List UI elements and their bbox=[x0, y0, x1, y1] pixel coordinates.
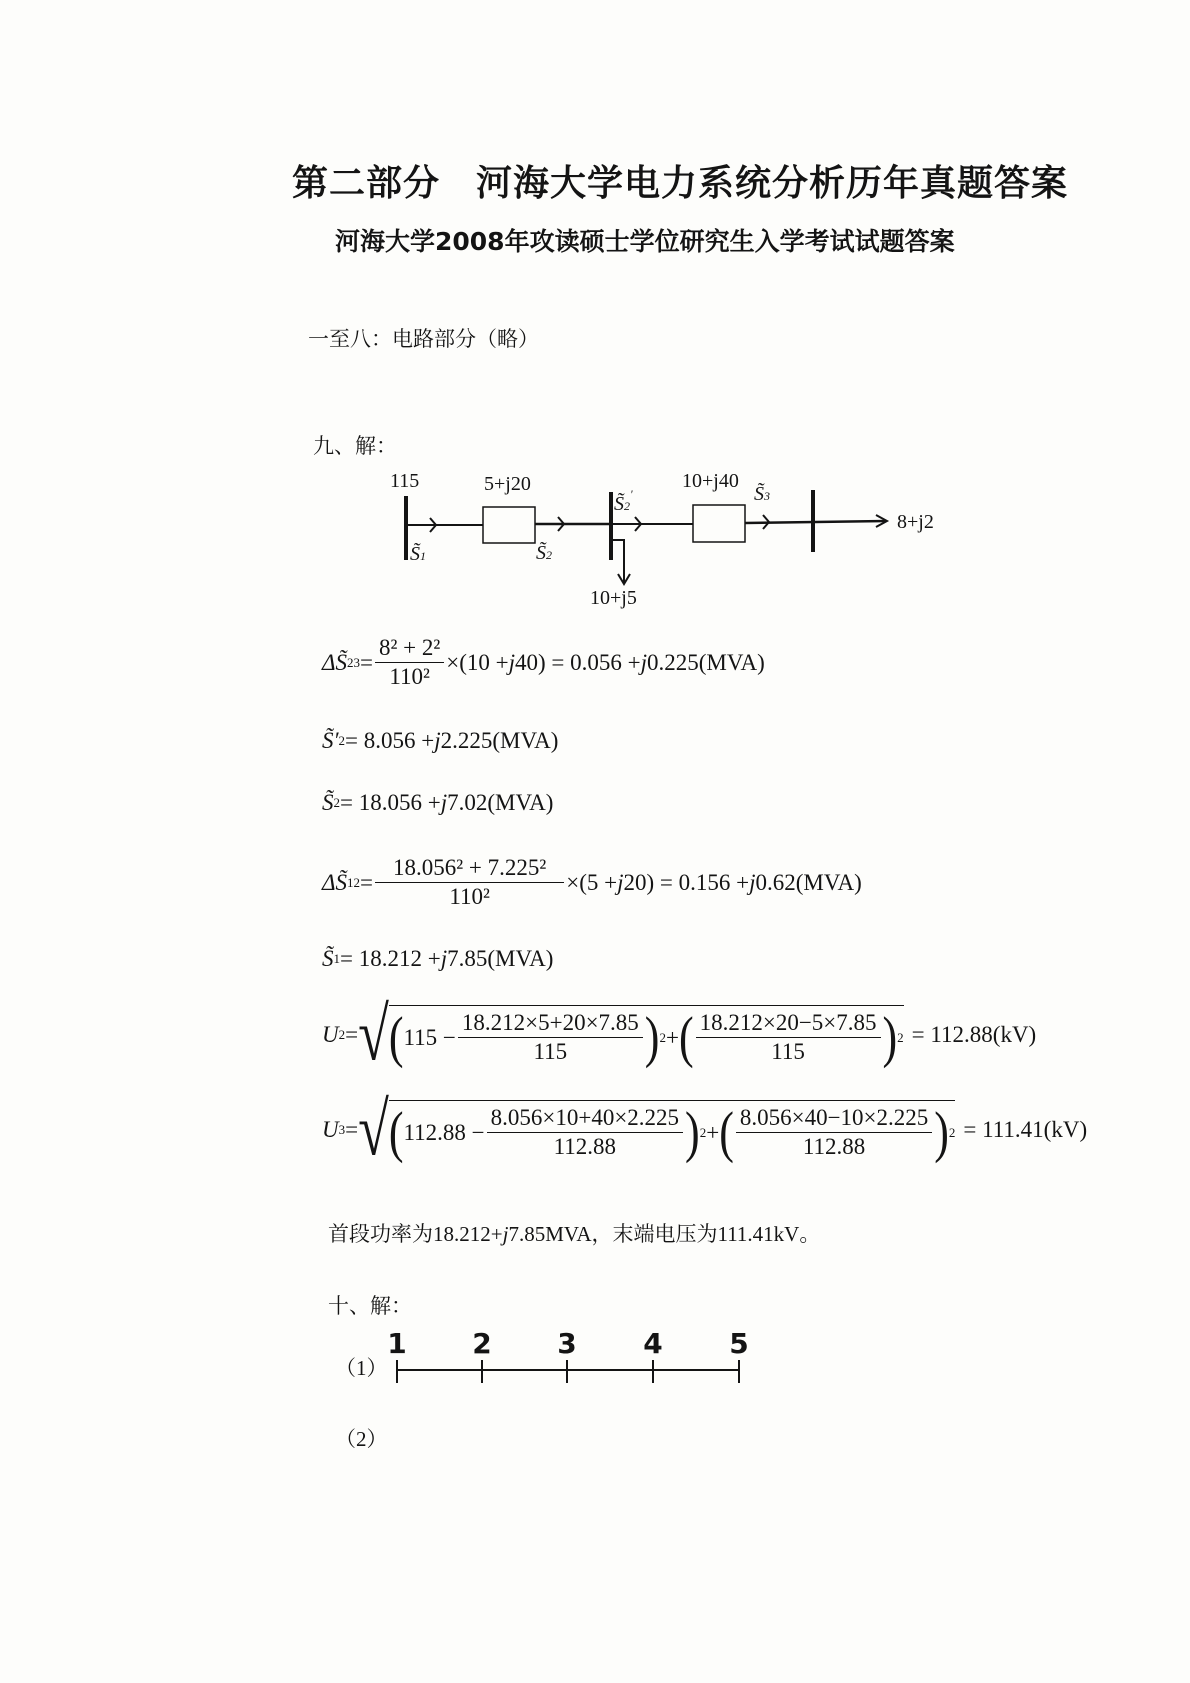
lhs: ΔS̃ bbox=[322, 869, 347, 895]
equation-u3 bbox=[322, 1088, 1088, 1172]
s3-label: S̃3 bbox=[754, 483, 770, 505]
fraction bbox=[458, 1010, 643, 1065]
equation-delta-s23 bbox=[322, 635, 765, 690]
denominator: 112.88 bbox=[553, 1134, 617, 1159]
node-2: 2 bbox=[472, 1327, 492, 1360]
lhs: U bbox=[322, 1022, 339, 1047]
s2-prime-label: S̃2' bbox=[614, 487, 633, 515]
term: 20) = 0.156 + bbox=[623, 869, 750, 895]
bus1-voltage: 115 bbox=[390, 470, 420, 492]
exponent: 2 bbox=[897, 1029, 904, 1045]
exponent: 2 bbox=[659, 1029, 666, 1045]
q10-part2-label: （2） bbox=[335, 1427, 388, 1451]
j: j bbox=[440, 790, 448, 815]
denominator: 110² bbox=[449, 884, 490, 909]
lhs-sub: 1 bbox=[333, 951, 340, 966]
square-root: √ ( 112.88 − $\frac{8.056\times 10+40\times 2.225}{112.88}$ ) 2 + ( $\frac{8.056\times 40-10\times 2.225}{112.88}$ ) 2 bbox=[358, 1088, 956, 1172]
lhs-sub: 3 bbox=[338, 1122, 346, 1137]
z12-label: 5+j20 bbox=[484, 473, 531, 495]
q9-conclusion bbox=[328, 1218, 820, 1248]
denominator: 112.88 bbox=[802, 1134, 866, 1159]
lhs: S̃ bbox=[322, 946, 334, 971]
lhs-sub: 12 bbox=[347, 874, 360, 890]
term: 40) = 0.056 + bbox=[515, 649, 641, 675]
equation-s2-prime bbox=[322, 728, 558, 754]
exponent: 2 bbox=[699, 1124, 707, 1140]
page-title bbox=[292, 155, 1068, 206]
title-text: 河海大学电力系统分析历年真题答案 bbox=[476, 163, 1069, 204]
result: 0.225(MVA) bbox=[647, 649, 765, 675]
q9-label: 九、解： bbox=[313, 434, 397, 458]
lhs: ΔS̃ bbox=[322, 649, 347, 675]
j: j bbox=[502, 1222, 509, 1246]
denominator: 110² bbox=[389, 664, 430, 689]
result: = 111.41(kV) bbox=[963, 1117, 1088, 1142]
circuit-diagram bbox=[380, 460, 960, 620]
q10-part1-label: （1） bbox=[335, 1356, 388, 1380]
fraction bbox=[375, 635, 444, 690]
section-1-8: 一至八：电路部分（略） bbox=[308, 327, 539, 351]
lhs: S̃′ bbox=[322, 728, 339, 753]
exponent: 2 bbox=[948, 1124, 956, 1140]
impedance-23 bbox=[693, 505, 745, 542]
equation-s1 bbox=[322, 946, 553, 972]
numerator: 8.056×10+40×2.225 bbox=[487, 1105, 683, 1133]
node-line-diagram bbox=[385, 1325, 765, 1390]
result: 7.85(MVA) bbox=[447, 946, 554, 971]
conclusion-text: 首段功率为18.212+ bbox=[328, 1222, 503, 1246]
part-label: 第二部分 bbox=[292, 163, 441, 204]
fraction bbox=[736, 1105, 932, 1160]
lhs: S̃ bbox=[322, 790, 334, 815]
numerator: 18.212×20−5×7.85 bbox=[696, 1010, 881, 1038]
lhs-sub: 2 bbox=[338, 1027, 346, 1042]
equation-delta-s12 bbox=[322, 855, 862, 910]
equation-s2 bbox=[322, 790, 553, 816]
node-4: 4 bbox=[643, 1327, 663, 1360]
rhs: = 18.056 + bbox=[340, 790, 441, 815]
numerator: 8.056×40−10×2.225 bbox=[736, 1105, 932, 1133]
plus: + bbox=[665, 1024, 679, 1050]
lhs-sub: 23 bbox=[347, 654, 360, 670]
q10-label: 十、解： bbox=[328, 1294, 412, 1318]
fraction bbox=[696, 1010, 881, 1065]
result: 2.225(MVA) bbox=[440, 728, 559, 753]
load3-label: 8+j2 bbox=[897, 511, 934, 533]
j: j bbox=[640, 649, 647, 675]
load2-label: 10+j5 bbox=[590, 587, 637, 609]
fraction bbox=[487, 1105, 683, 1160]
s1-label: S̃1 bbox=[410, 543, 426, 565]
z23-label: 10+j40 bbox=[682, 470, 739, 492]
numerator: 18.056² + 7.225² bbox=[375, 855, 564, 883]
equals: = bbox=[360, 869, 373, 895]
s2-label: S̃2 bbox=[536, 542, 552, 564]
denominator: 115 bbox=[533, 1039, 568, 1064]
node-1: 1 bbox=[387, 1327, 407, 1360]
lhs-sub: 2 bbox=[338, 733, 346, 748]
j: j bbox=[440, 946, 448, 971]
j: j bbox=[508, 649, 515, 675]
term: ×(10 + bbox=[446, 649, 509, 675]
numerator: 8² + 2² bbox=[375, 635, 444, 663]
result: = 112.88(kV) bbox=[911, 1022, 1037, 1047]
rhs: = 18.212 + bbox=[340, 946, 441, 971]
rhs: = 8.056 + bbox=[345, 728, 435, 753]
node-5: 5 bbox=[729, 1327, 749, 1360]
node-3: 3 bbox=[557, 1327, 577, 1360]
term: 115 − bbox=[403, 1024, 456, 1050]
equals: = bbox=[360, 649, 373, 675]
denominator: 115 bbox=[771, 1039, 805, 1064]
j: j bbox=[434, 728, 441, 753]
term: ×(5 + bbox=[566, 869, 618, 895]
numerator: 18.212×5+20×7.85 bbox=[458, 1010, 643, 1038]
impedance-12 bbox=[483, 507, 535, 543]
equals: = bbox=[345, 1022, 359, 1047]
conclusion-text: 7.85MVA，末端电压为111.41kV。 bbox=[508, 1222, 821, 1246]
result: 7.02(MVA) bbox=[447, 790, 554, 815]
fraction bbox=[375, 855, 564, 910]
plus: + bbox=[706, 1119, 720, 1145]
j: j bbox=[617, 869, 624, 895]
equals: = bbox=[345, 1117, 359, 1142]
j: j bbox=[749, 869, 756, 895]
page-subtitle: 河海大学2008年攻读硕士学位研究生入学考试试题答案 bbox=[335, 227, 955, 256]
result: 0.62(MVA) bbox=[755, 869, 862, 895]
square-root: √ ( 115 − $\frac{18.212\times 5+20\times 7.85}{115}$ ) 2 + ( $\frac{18.212\times 20-5\times 7.85}{115}$ ) 2 bbox=[358, 993, 904, 1077]
lhs-sub: 2 bbox=[333, 795, 340, 810]
equation-u2 bbox=[322, 993, 1037, 1077]
lhs: U bbox=[322, 1117, 339, 1142]
term: 112.88 − bbox=[403, 1119, 485, 1145]
